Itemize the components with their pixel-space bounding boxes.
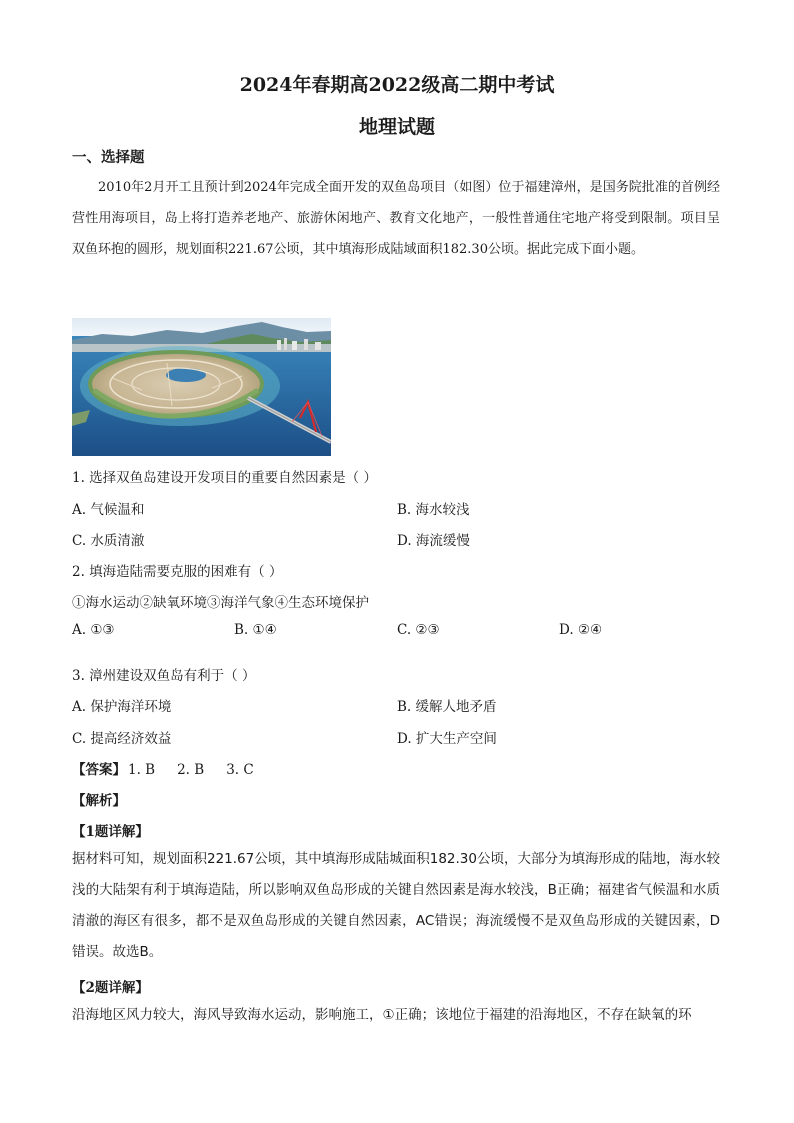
q3-option-b: B. 缓解人地矛盾 xyxy=(397,699,497,715)
detail-2-label: 【2题详解】 xyxy=(72,980,149,996)
section-heading: 一、选择题 xyxy=(72,149,145,166)
q1-option-b: B. 海水较浅 xyxy=(397,502,470,518)
answer-label: 【答案】 xyxy=(72,762,126,778)
q1-option-c: C. 水质清澈 xyxy=(72,533,145,549)
detail-1-text: 据材料可知，规划面积221.67公顷，其中填海形成陆城面积182.30公顷，大部分为填海形成的陆地，海水较浅的大陆架有利于填海造陆，所以影响双鱼岛形成的关键自然因素是海水较浅，B正确；福建省气候温和水质清澈的海区有很多，都不是双鱼岛形成的关键自然因素，AC错误；海流缓慢不是双鱼岛形成的关键因素，D错误。故选B。 xyxy=(72,851,720,960)
q2-option-d: D. ②④ xyxy=(559,622,603,638)
q2-option-c: C. ②③ xyxy=(397,622,440,638)
intro-paragraph: 2010年2月开工且预计到2024年完成全面开发的双鱼岛项目（如图）位于福建漳州，是国务院批准的首例经营性用海项目，岛上将打造养老地产、旅游休闲地产、教育文化地产，一般性普通住宅地产将受到限制。项目呈双鱼环抱的圆形，规划面积221.67公顷，其中填海形成陆域面积182.30公顷。据此完成下面小题。 xyxy=(72,180,720,257)
q1-option-d: D. 海流缓慢 xyxy=(397,533,470,549)
q2-option-a: A. ①③ xyxy=(72,622,115,638)
island-photo xyxy=(72,318,331,456)
question-2-stem: 2. 填海造陆需要克服的困难有（ ） xyxy=(72,564,283,580)
question-2-items: ①海水运动②缺氧环境③海洋气象④生态环境保护 xyxy=(72,595,369,611)
analysis-label: 【解析】 xyxy=(72,793,126,809)
q3-option-a: A. 保护海洋环境 xyxy=(72,699,172,715)
question-3-stem: 3. 漳州建设双鱼岛有利于（ ） xyxy=(72,668,256,684)
answer-line xyxy=(72,758,276,778)
exam-subtitle: 地理试题 xyxy=(358,116,435,138)
question-1-stem: 1. 选择双鱼岛建设开发项目的重要自然因素是（ ） xyxy=(72,470,377,486)
answer-2: 2. B xyxy=(177,762,205,778)
detail-2-text: 沿海地区风力较大，海风导致海水运动，影响施工，①正确；该地位于福建的沿海地区，不存在缺氧的环 xyxy=(72,1007,692,1023)
q1-option-a: A. 气候温和 xyxy=(72,502,145,518)
exam-title: 2024年春期高2022级高二期中考试 xyxy=(239,74,555,96)
q3-option-c: C. 提高经济效益 xyxy=(72,731,172,747)
detail-1-label: 【1题详解】 xyxy=(72,824,149,840)
q3-option-d: D. 扩大生产空间 xyxy=(397,731,497,747)
answer-1: 1. B xyxy=(128,762,156,778)
answer-3: 3. C xyxy=(226,762,254,778)
q2-option-b: B. ①④ xyxy=(234,622,277,638)
